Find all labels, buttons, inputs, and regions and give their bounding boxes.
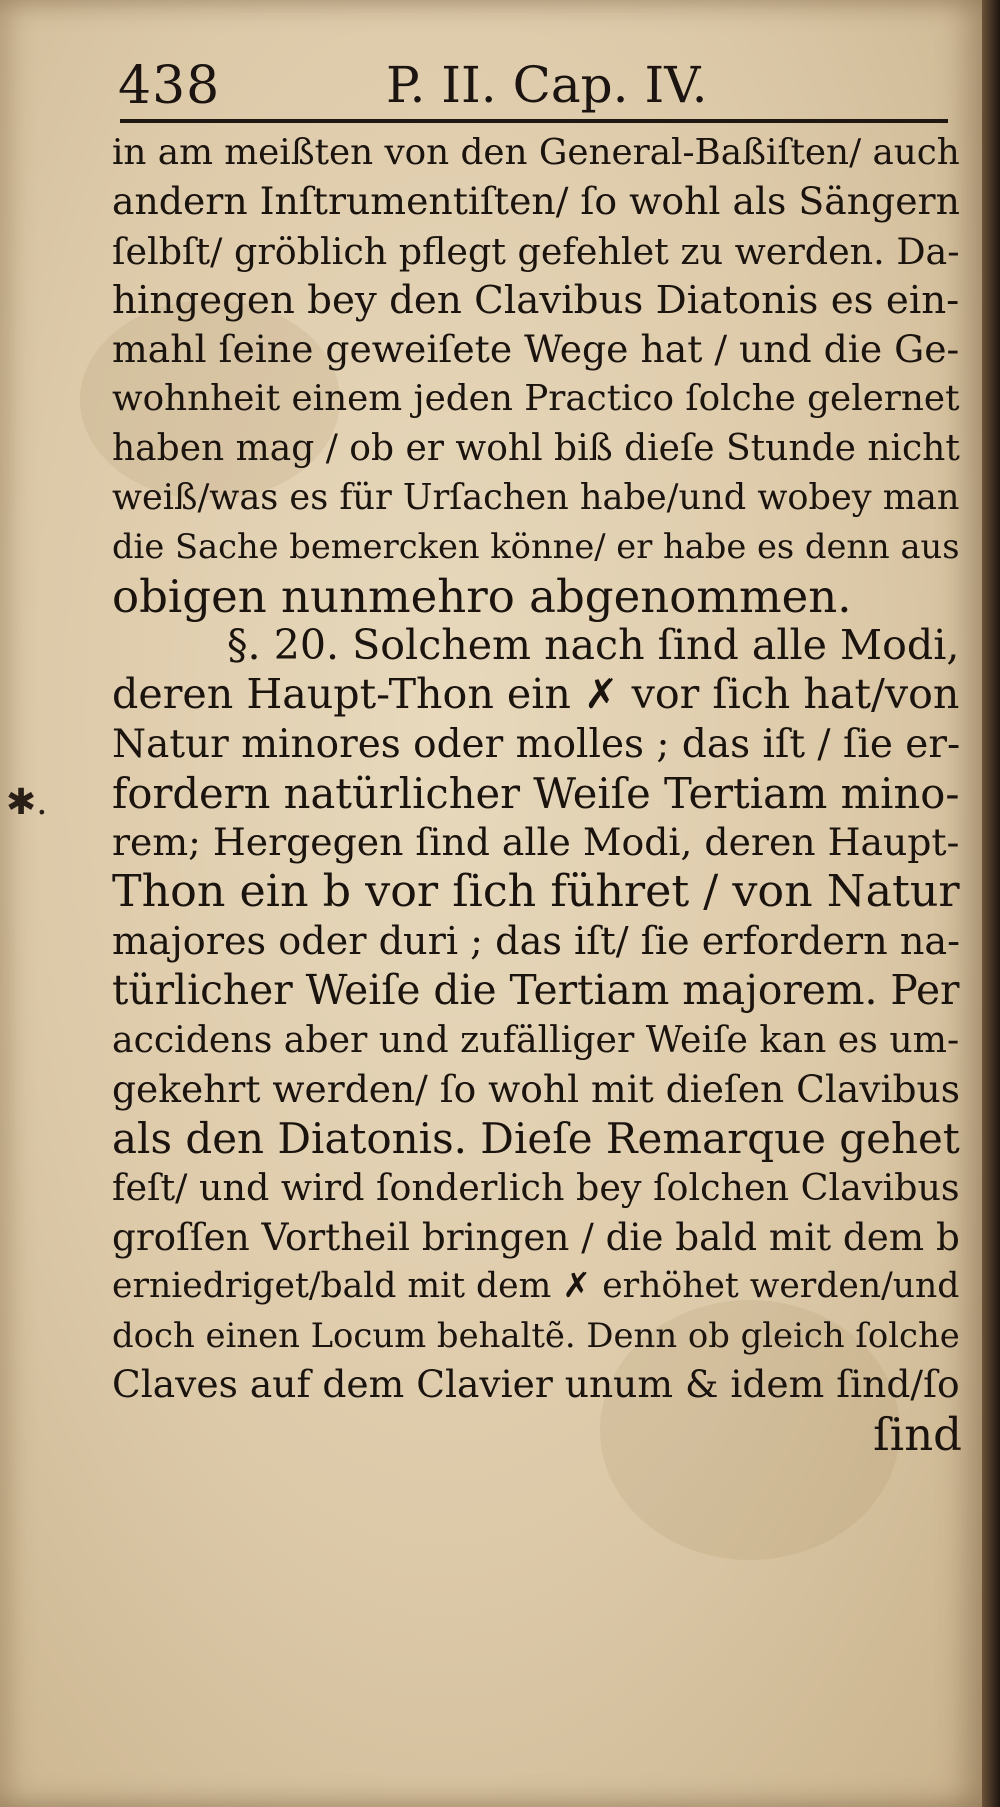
text-line: die Sache bemercken könne/ er habe es denn aus <box>112 527 960 567</box>
text-line: doch einen Locum behaltẽ. Denn ob gleich ſolche <box>112 1316 960 1356</box>
body-text <box>112 128 972 1459</box>
text-line: groſſen Vortheil bringen / die bald mit dem b <box>112 1214 960 1259</box>
text-line: deren Haupt-Thon ein ✗ vor ſich hat/von <box>112 670 960 719</box>
text-line: wohnheit einem jeden Practico ſolche gelernet <box>112 378 960 420</box>
paragraph-start-line: §. 20. Solchem nach ſind alle Modi, <box>227 620 960 669</box>
text-line: weiß/was es für Urſachen habe/und wobey man <box>112 477 960 519</box>
text-line: hingegen bey den Clavibus Diatonis es ein- <box>112 277 960 323</box>
page-header <box>118 48 948 118</box>
text-line: als den Diatonis. Dieſe Remarque gehet <box>112 1113 960 1163</box>
catchword: ſind <box>873 1407 962 1461</box>
running-head: P. II. Cap. IV. <box>386 56 708 114</box>
margin-mark: ✱. <box>6 782 48 823</box>
text-line: erniedriget/bald mit dem ✗ erhöhet werden/und <box>112 1265 960 1306</box>
text-line: Natur minores oder molles ; das iſt / ſie er- <box>112 721 961 767</box>
text-line: feſt/ und wird ſonderlich bey ſolchen Clavibus <box>112 1166 960 1210</box>
text-line: fordern natürlicher Weiſe Tertiam mino- <box>112 768 960 818</box>
text-line: mahl ſeine geweiſete Wege hat / und die Ge- <box>112 327 960 372</box>
text-line: majores oder duri ; das iſt/ ſie erfordern na- <box>112 918 961 963</box>
text-line: Claves auf dem Clavier unum & idem ſind/ſo <box>112 1362 960 1407</box>
text-line: in am meißten von den General-Baßiſten/ auch <box>112 132 960 173</box>
text-line: türlicher Weiſe die Tertiam majorem. Per <box>112 966 960 1015</box>
text-line: andern Inſtrumentiſten/ ſo wohl als Sängern <box>112 179 960 224</box>
text-line: Thon ein b vor ſich führet / von Natur <box>112 866 960 918</box>
text-line: rem; Hergegen ſind alle Modi, deren Haupt- <box>112 820 960 865</box>
text-line: accidens aber und zufälliger Weiſe kan es um- <box>112 1018 960 1062</box>
text-line: haben mag / ob er wohl biß dieſe Stunde nicht <box>112 427 960 469</box>
page-number: 438 <box>118 56 221 116</box>
header-rule <box>120 119 948 123</box>
text-line: gekehrt werden/ ſo wohl mit dieſen Clavibus <box>112 1066 960 1111</box>
book-gutter <box>982 0 1000 1807</box>
text-line: obigen nunmehro abgenommen. <box>112 569 852 623</box>
text-line: ſelbſt/ gröblich pflegt gefehlet zu werden. Da- <box>112 229 960 273</box>
